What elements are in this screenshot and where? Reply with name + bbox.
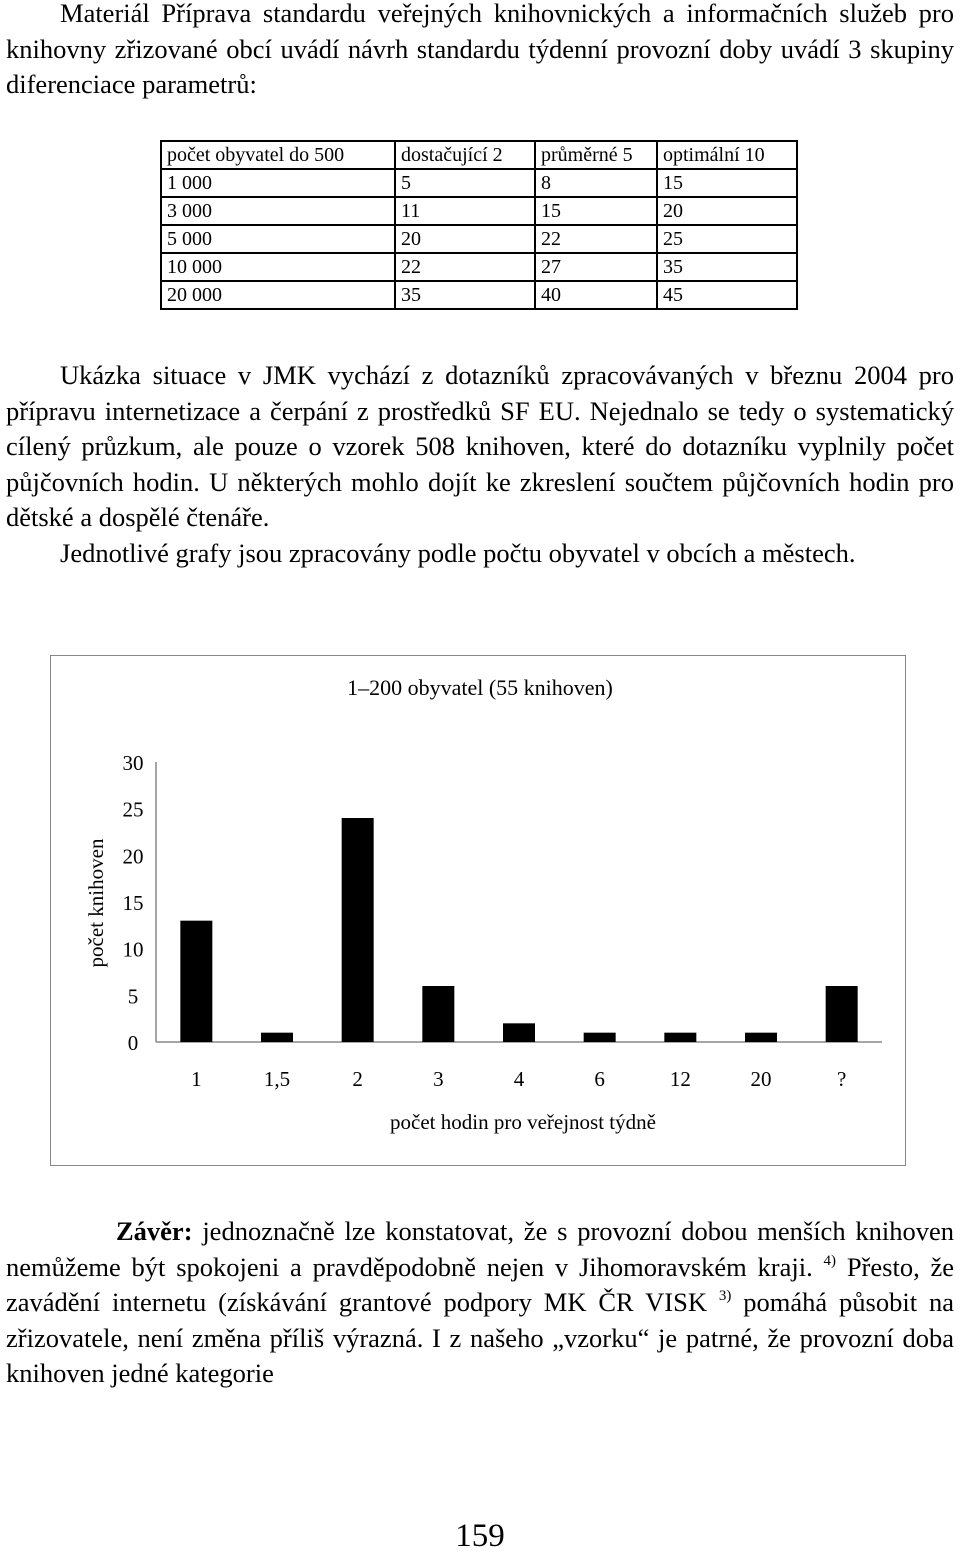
- x-tick-label: 1: [191, 1067, 202, 1091]
- table-cell: 45: [657, 281, 797, 309]
- situation-paragraph: Ukázka situace v JMK vychází z dotazníků zpracovávaných v březnu 2004 pro přípravu internetizace a čerpání z prostředků SF EU. Nejednalo se tedy o systematický cílený průzkum, ale pouze o vzorek 508 knihoven, které do dotazníku vyplnily počet půjčovních hodin. U některých mohlo dojít ke zkreslení součtem půjčovních hodin pro dětské a dospělé čtenáře.: [6, 360, 954, 532]
- table-cell: 20: [395, 225, 535, 253]
- table-cell: 1 000: [161, 169, 395, 197]
- footnote-ref-3: 3): [718, 1288, 732, 1304]
- y-axis-label: počet knihoven: [84, 838, 108, 968]
- table-cell: 10 000: [161, 253, 395, 281]
- conclusion-paragraph: [6, 1214, 954, 1392]
- table-cell: 20: [657, 197, 797, 225]
- table-cell: 27: [535, 253, 657, 281]
- footnote-ref-4: 4): [823, 1252, 837, 1269]
- intro-paragraph: Materiál Příprava standardu veřejných knihovnických a informačních služeb pro knihovny zřizované obcí uvádí návrh standardu týdenní provozní doby uvádí 3 skupiny diferenciace parametrů:: [6, 0, 954, 99]
- conclusion-text-2: Přesto, že zavádění internetu (získávání grantové podpory MK ČR VISK: [6, 1251, 955, 1317]
- conclusion-text-3: pomáhá působit na zřizovatele, není změna příliš výrazná. I z našeho „vzorku“ je patrné, že provozní doba knihoven jedné kategorie: [6, 1287, 955, 1388]
- chart-bar: [664, 1033, 696, 1042]
- chart-bar: [342, 818, 374, 1042]
- chart-bar: [422, 986, 454, 1042]
- table-cell: 35: [395, 281, 535, 309]
- table-cell: 22: [395, 253, 535, 281]
- chart-bar: [745, 1033, 777, 1042]
- table-cell: 20 000: [161, 281, 395, 309]
- graphs-note-paragraph: Jednotlivé grafy jsou zpracovány podle počtu obyvatel v obcích a městech.: [60, 538, 856, 568]
- table-cell: 5: [395, 169, 535, 197]
- y-tick-label: 10: [122, 937, 144, 962]
- x-tick-label: 12: [669, 1067, 691, 1091]
- chart-title: 1–200 obyvatel (55 knihoven): [347, 675, 613, 700]
- x-tick-label: 1,5: [263, 1067, 291, 1091]
- table-cell: 22: [535, 225, 657, 253]
- table-cell: 11: [395, 197, 535, 225]
- x-tick-label: 20: [750, 1067, 772, 1091]
- y-tick-label: 25: [122, 797, 144, 822]
- chart-bar: [261, 1033, 293, 1042]
- x-tick-label: ?: [837, 1067, 847, 1091]
- y-tick-label: 20: [122, 844, 144, 869]
- x-tick-label: 6: [594, 1067, 605, 1091]
- conclusion-label: Závěr:: [116, 1216, 193, 1246]
- conclusion-text-1: jednoznačně lze konstatovat, že s provozní dobou menších knihoven nemůžeme být spokojeni a pravděpodobně nejen v Jihomoravském kraji.: [6, 1216, 954, 1282]
- table-cell: dostačující 2: [395, 141, 535, 169]
- table-cell: 25: [657, 225, 797, 253]
- table-cell: průměrné 5: [535, 141, 657, 169]
- chart-bar: [180, 921, 212, 1042]
- table-cell: 15: [657, 169, 797, 197]
- x-tick-label: 4: [513, 1067, 525, 1091]
- table-cell: 40: [535, 281, 657, 309]
- table-cell: 5 000: [161, 225, 395, 253]
- table-cell: 3 000: [161, 197, 395, 225]
- page-number: 159: [455, 1518, 505, 1554]
- table-cell: 35: [657, 253, 797, 281]
- x-tick-label: 3: [433, 1067, 444, 1091]
- table-cell: počet obyvatel do 500: [161, 141, 395, 169]
- x-axis-label: počet hodin pro veřejnost týdně: [390, 1110, 656, 1134]
- table-cell: 15: [535, 197, 657, 225]
- x-tick-label: 2: [352, 1067, 363, 1091]
- chart-bar: [826, 986, 858, 1042]
- table-cell: 8: [535, 169, 657, 197]
- table-cell: optimální 10: [657, 141, 797, 169]
- y-tick-label: 5: [127, 984, 139, 1009]
- y-tick-label: 30: [122, 751, 144, 775]
- y-tick-label: 0: [127, 1031, 139, 1055]
- chart-bar: [584, 1033, 616, 1042]
- chart-bar: [503, 1023, 535, 1042]
- y-tick-label: 15: [122, 891, 144, 915]
